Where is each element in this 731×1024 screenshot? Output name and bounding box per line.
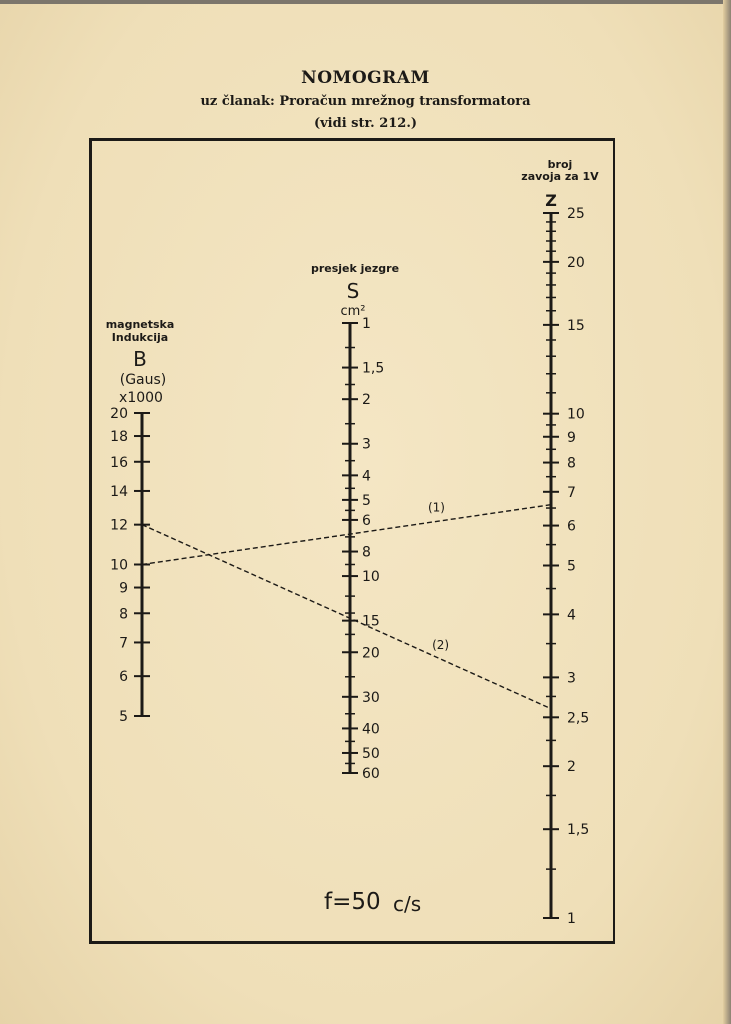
z-tick-label: 1	[567, 911, 576, 927]
z-axis-header	[521, 158, 599, 210]
b-tick-label: 7	[119, 635, 128, 652]
z-tick-label: 8	[567, 455, 576, 472]
b-axis-label-line-1: magnetska	[105, 318, 175, 331]
z-axis-label-line-2: zavoja za 1V	[521, 170, 599, 183]
s-tick-label: 1,5	[362, 360, 385, 377]
s-tick-label: 50	[362, 745, 380, 762]
s-tick-label: 10	[362, 569, 380, 586]
s-tick-label: 20	[362, 645, 380, 662]
b-tick-label: 18	[110, 429, 128, 446]
s-tick-label: 15	[362, 613, 380, 630]
z-tick-label: 5	[567, 558, 576, 575]
s-scale-ticks	[342, 316, 384, 782]
b-axis-unit: (Gaus)	[119, 372, 167, 388]
b-axis-multiplier: x1000	[119, 390, 163, 406]
s-tick-label: 3	[362, 436, 371, 453]
z-axis-label-line-1: broj	[547, 158, 573, 171]
b-tick-label: 16	[110, 454, 128, 471]
b-tick-label: 12	[110, 517, 128, 534]
page-reference: (vidi str. 212.)	[313, 116, 418, 131]
example-label-1: (1)	[427, 500, 445, 515]
b-tick-label: 9	[119, 580, 128, 597]
z-tick-label: 9	[567, 429, 576, 446]
b-tick-label: 14	[110, 483, 128, 500]
s-axis-header	[311, 262, 399, 319]
z-tick-label: 2	[567, 759, 576, 776]
b-axis-header	[106, 318, 175, 406]
nomogram-title: NOMOGRAM	[301, 68, 430, 88]
b-tick-label: 10	[110, 557, 128, 574]
s-axis-symbol: S	[346, 279, 360, 303]
example-label-2: (2)	[432, 638, 450, 653]
s-axis-label: presjek jezgre	[310, 262, 400, 275]
nomogram-subtitle: uz članak: Proračun mrežnog transformatora	[200, 94, 531, 109]
s-axis-unit: cm²	[340, 304, 366, 319]
s-tick-label: 2	[362, 392, 371, 409]
b-axis-symbol: B	[133, 347, 147, 371]
z-tick-label: 6	[567, 518, 576, 535]
frequency-unit: c/s	[393, 892, 422, 916]
b-tick-label: 5	[119, 709, 128, 725]
s-tick-label: 8	[362, 544, 371, 561]
z-tick-label: 3	[567, 670, 576, 687]
s-tick-label: 6	[362, 512, 371, 529]
z-tick-label: 2,5	[567, 710, 590, 727]
s-tick-label: 4	[362, 468, 371, 485]
z-tick-label: 4	[567, 607, 576, 624]
b-axis-label-line-2: Indukcija	[111, 331, 169, 344]
z-axis-symbol: Z	[545, 191, 557, 210]
s-tick-label: 60	[362, 766, 380, 782]
s-tick-label: 1	[362, 316, 371, 332]
z-tick-label: 10	[567, 406, 585, 423]
s-tick-label: 30	[362, 689, 380, 706]
z-tick-label: 15	[567, 317, 585, 334]
s-tick-label: 40	[362, 721, 380, 738]
z-tick-label: 20	[567, 254, 585, 271]
b-tick-label: 20	[110, 406, 128, 422]
z-tick-label: 7	[567, 484, 576, 501]
b-tick-label: 6	[119, 669, 128, 686]
z-tick-label: 1,5	[567, 822, 590, 839]
frequency-value: f=50	[324, 889, 381, 915]
frequency-label	[324, 889, 421, 916]
b-scale-ticks	[110, 406, 150, 725]
z-tick-label: 25	[567, 206, 585, 222]
s-tick-label: 5	[362, 492, 371, 509]
b-tick-label: 8	[119, 606, 128, 623]
example-line-1	[142, 505, 551, 565]
